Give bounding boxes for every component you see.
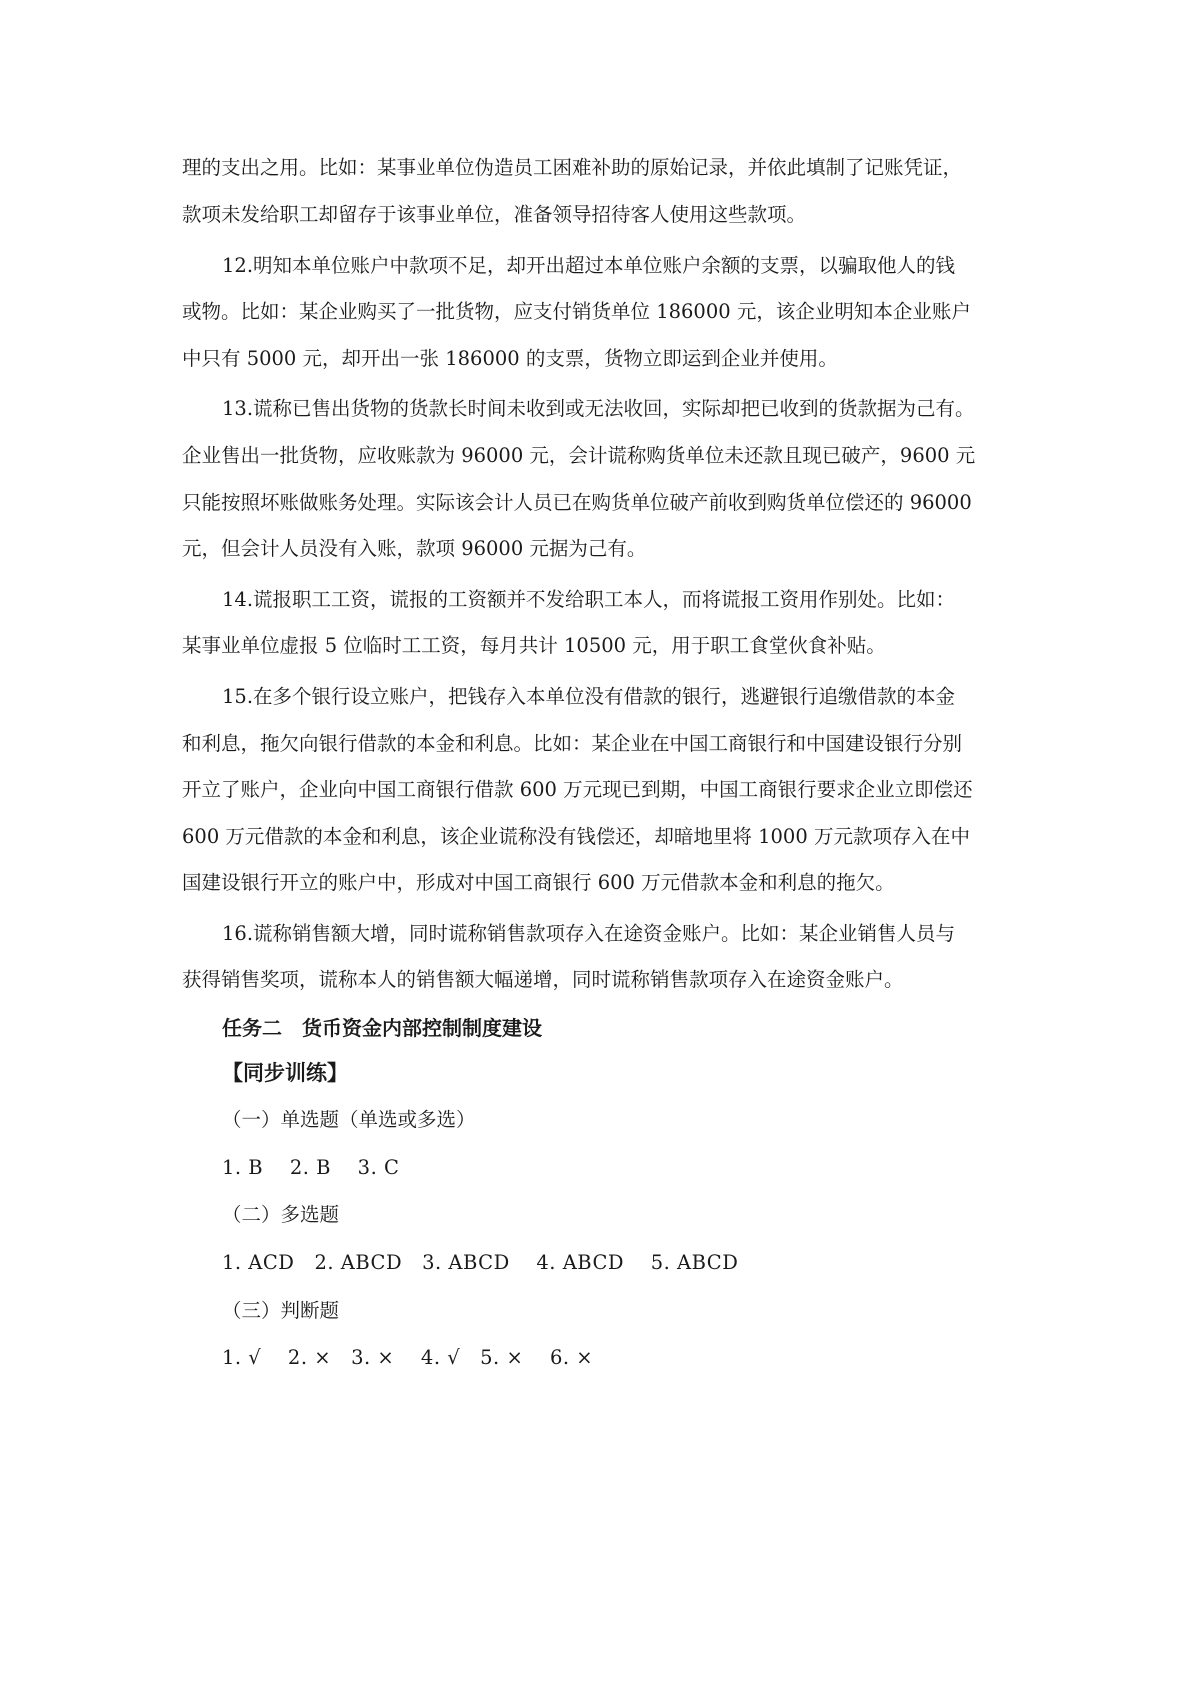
- body-line: 开立了账户，企业向中国工商银行借款 600 万元现已到期，中国工商银行要求企业立即偿还: [182, 778, 973, 801]
- body-line: 获得销售奖项，谎称本人的销售额大幅递增，同时谎称销售款项存入在途资金账户。: [182, 968, 904, 991]
- item-13-line: 13.谎称已售出货物的货款长时间未收到或无法收回，实际却把已收到的货款据为己有。: [222, 397, 975, 420]
- multi-choice-label: （二）多选题: [222, 1203, 340, 1226]
- body-line: 某事业单位虚报 5 位临时工工资，每月共计 10500 元，用于职工食堂伙食补贴。: [182, 634, 886, 657]
- task-heading: 任务二 货币资金内部控制制度建设: [222, 1016, 542, 1040]
- body-line: 或物。比如：某企业购买了一批货物，应支付销货单位 186000 元，该企业明知本企业账户: [182, 300, 971, 323]
- single-choice-answers: 1. B 2. B 3. C: [222, 1156, 400, 1179]
- single-choice-label: （一）单选题（单选或多选）: [222, 1108, 476, 1131]
- item-12-line: 12.明知本单位账户中款项不足，却开出超过本单位账户余额的支票，以骗取他人的钱: [222, 254, 956, 277]
- section-title: 【同步训练】: [222, 1061, 348, 1085]
- true-false-label: （三）判断题: [222, 1299, 340, 1322]
- body-line: 中只有 5000 元，却开出一张 186000 的支票，货物立即运到企业并使用。: [182, 347, 838, 370]
- multi-choice-answers: 1. ACD 2. ABCD 3. ABCD 4. ABCD 5. ABCD: [222, 1251, 739, 1274]
- body-line: 国建设银行开立的账户中，形成对中国工商银行 600 万元借款本金和利息的拖欠。: [182, 871, 895, 894]
- item-16-line: 16.谎称销售额大增，同时谎称销售款项存入在途资金账户。比如：某企业销售人员与: [222, 922, 956, 945]
- true-false-answers: 1. √ 2. × 3. × 4. √ 5. × 6. ×: [222, 1346, 594, 1369]
- body-line: 600 万元借款的本金和利息，该企业谎称没有钱偿还，却暗地里将 1000 万元款项存入在中: [182, 825, 970, 848]
- body-line: 元，但会计人员没有入账，款项 96000 元据为己有。: [182, 537, 647, 560]
- body-line: 只能按照坏账做账务处理。实际该会计人员已在购货单位破产前收到购货单位偿还的 96000: [182, 491, 972, 514]
- item-15-line: 15.在多个银行设立账户，把钱存入本单位没有借款的银行，逃避银行追缴借款的本金: [222, 685, 956, 708]
- body-line: 理的支出之用。比如：某事业单位伪造员工困难补助的原始记录，并依此填制了记账凭证，: [182, 156, 963, 179]
- body-line: 和利息，拖欠向银行借款的本金和利息。比如：某企业在中国工商银行和中国建设银行分别: [182, 732, 963, 755]
- item-14-line: 14.谎报职工工资，谎报的工资额并不发给职工本人，而将谎报工资用作别处。比如：: [222, 588, 956, 611]
- body-line: 款项未发给职工却留存于该事业单位，准备领导招待客人使用这些款项。: [182, 203, 807, 226]
- body-line: 企业售出一批货物，应收账款为 96000 元，会计谎称购货单位未还款且现已破产，9600 元: [182, 444, 976, 467]
